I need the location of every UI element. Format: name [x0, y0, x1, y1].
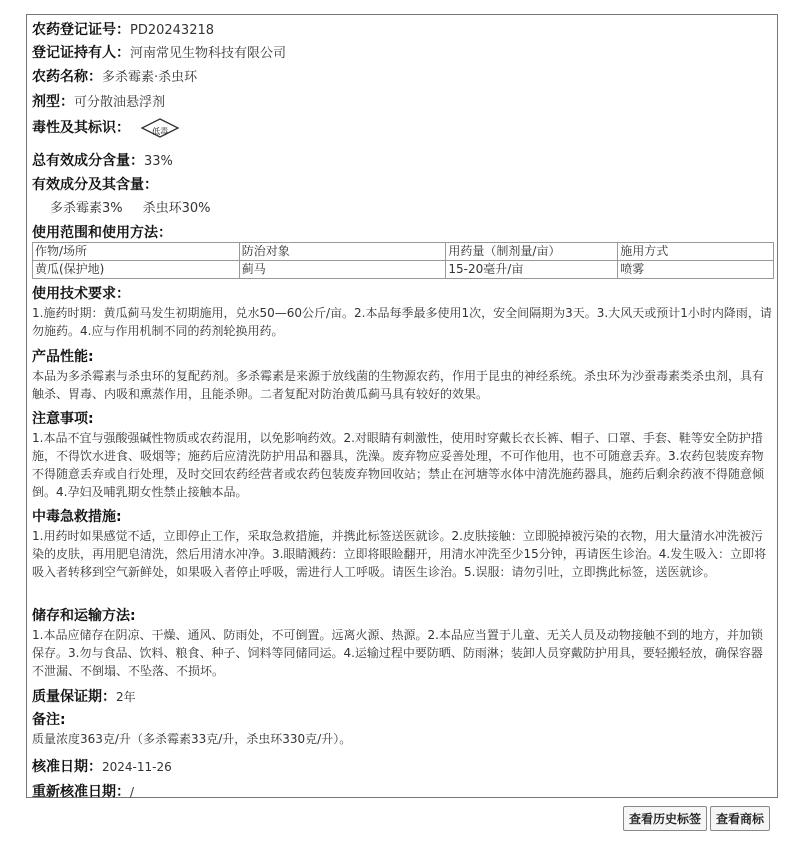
ingredients-row: [32, 173, 158, 196]
cell-method: 喷雾: [618, 261, 774, 279]
total-value: 33%: [144, 154, 173, 169]
performance-section: [32, 347, 774, 403]
approval-value: 2024-11-26: [102, 760, 172, 774]
form-label: 剂型：: [32, 94, 74, 110]
view-trademark-button[interactable]: 查看商标: [710, 806, 770, 831]
reapproval-row: [32, 780, 134, 803]
total-row: [32, 149, 173, 173]
name-row: [32, 65, 197, 89]
notes-section: [32, 409, 774, 501]
registration-label: 农药登记证号：: [32, 22, 130, 38]
storage-text: 1.本品应储存在阴凉、干燥、通风、防雨处，不可倒置。远离火源、热源。2.本品应当置于儿童、无关人员及动物接触不到的地方，并加锁保存。3.勿与食品、饮料、粮食、种子、饲料等同储同运。4.运输过程中要防晒、防雨淋；装卸人员穿戴防护用具，要轻搬轻放，确保容器不泄漏、不倒塌、不坠落、不损坏。: [32, 628, 763, 678]
name-label: 农药名称：: [32, 69, 102, 85]
firstaid-label: 中毒急救措施:: [32, 509, 122, 525]
toxicity-badge: [141, 118, 179, 138]
header-dosage: 用药量（制剂量/亩）: [446, 243, 618, 261]
holder-label: 登记证持有人：: [32, 45, 130, 61]
ingredient-1: 多杀霉素3%: [50, 201, 123, 216]
firstaid-text: 1.用药时如果感觉不适，立即停止工作，采取急救措施，并携此标签送医就诊。2.皮肤接触：立即脱掉被污染的衣物，用大量清水冲洗被污染的皮肤，再用肥皂清洗，然后用清水冲净。3.眼睛溅药：立即将眼睑翻开，用清水冲洗至少15分钟，再请医生诊治。4.发生吸入：立即将吸入者转移到空气新鲜处，如果吸入者停止呼吸，需进行人工呼吸。请医生诊治。5.误服：请勿引吐，立即携此标签，送医就诊。: [32, 529, 767, 579]
holder-value: 河南常见生物科技有限公司: [130, 46, 287, 61]
usage-table: [32, 242, 774, 279]
ingredient-2: 杀虫环30%: [142, 201, 211, 216]
toxicity-badge-text: 低毒: [152, 126, 169, 136]
form-value: 可分散油悬浮剂: [74, 95, 166, 110]
shelf-row: [32, 685, 136, 708]
cell-target: 蓟马: [239, 261, 446, 279]
tech-label: 使用技术要求：: [32, 286, 130, 302]
firstaid-section: [32, 507, 774, 581]
holder-row: [32, 41, 286, 65]
reapproval-label: 重新核准日期：: [32, 784, 130, 800]
approval-label: 核准日期：: [32, 759, 102, 775]
notes-text: 1.本品不宜与强酸强碱性物质或农药混用，以免影响药效。2.对眼睛有刺激性，使用时穿戴长衣长裤、帽子、口罩、手套、鞋等安全防护措施，不得饮水进食、吸烟等；施药后应清洗防护用品和器具，洗澡。废弃物应妥善处理，不可作他用，也不可随意丢弃。3.农药包装废弃物不得随意丢弃或自行处理，及时交回农药经营者或农药包装废弃物回收站；禁止在河塘等水体中清洗施药器具，施药后剩余药液不得随意倾倒。4.孕妇及哺乳期女性禁止接触本品。: [32, 431, 765, 499]
table-row: [33, 261, 774, 279]
registration-value: PD20243218: [130, 23, 215, 38]
name-value: 多杀霉素·杀虫环: [102, 70, 198, 85]
approval-row: [32, 755, 172, 778]
shelf-value: 2年: [116, 690, 136, 704]
ingredients-list: [50, 196, 211, 220]
header-target: 防治对象: [239, 243, 446, 261]
performance-text: 本品为多杀霉素与杀虫环的复配药剂。多杀霉素是来源于放线菌的生物源农药，作用于昆虫的神经系统。杀虫环为沙蚕毒素类杀虫剂，具有触杀、胃毒、内吸和熏蒸作用，且能杀卵。二者复配对防治黄瓜蓟马具有较好的效果。: [32, 369, 765, 401]
storage-label: 储存和运输方法:: [32, 608, 136, 624]
reapproval-value: /: [130, 785, 135, 799]
performance-label: 产品性能:: [32, 349, 94, 365]
notes-label: 注意事项:: [32, 411, 94, 427]
total-label: 总有效成分含量：: [32, 153, 144, 169]
action-buttons: [620, 806, 770, 831]
cell-crop: 黄瓜(保护地): [33, 261, 240, 279]
remarks-text: 质量浓度363克/升（多杀霉素33克/升，杀虫环330克/升）。: [32, 732, 352, 746]
tech-text: 1.施药时期：黄瓜蓟马发生初期施用，兑水50—60公斤/亩。2.本品每季最多使用1次，安全间隔期为3天。3.大风天或预计1小时内降雨，请勿施药。4.应与作用机制不同的药剂轮换用药。: [32, 306, 772, 338]
ingredients-label: 有效成分及其含量：: [32, 177, 158, 193]
table-header-row: [33, 243, 774, 261]
toxicity-label: 毒性及其标识：: [32, 120, 130, 136]
shelf-label: 质量保证期：: [32, 689, 116, 705]
remarks-label: 备注:: [32, 712, 66, 728]
usage-title-row: [32, 221, 172, 243]
remarks-section: [32, 710, 774, 748]
toxicity-row: [32, 116, 179, 139]
header-crop: 作物/场所: [33, 243, 240, 261]
storage-section: [32, 606, 774, 680]
view-history-label-button[interactable]: 查看历史标签: [623, 806, 707, 831]
registration-row: [32, 18, 214, 42]
usage-label: 使用范围和使用方法：: [32, 225, 172, 241]
tech-section: [32, 284, 774, 340]
cell-dosage: 15-20毫升/亩: [446, 261, 618, 279]
form-row: [32, 90, 165, 114]
header-method: 施用方式: [618, 243, 774, 261]
